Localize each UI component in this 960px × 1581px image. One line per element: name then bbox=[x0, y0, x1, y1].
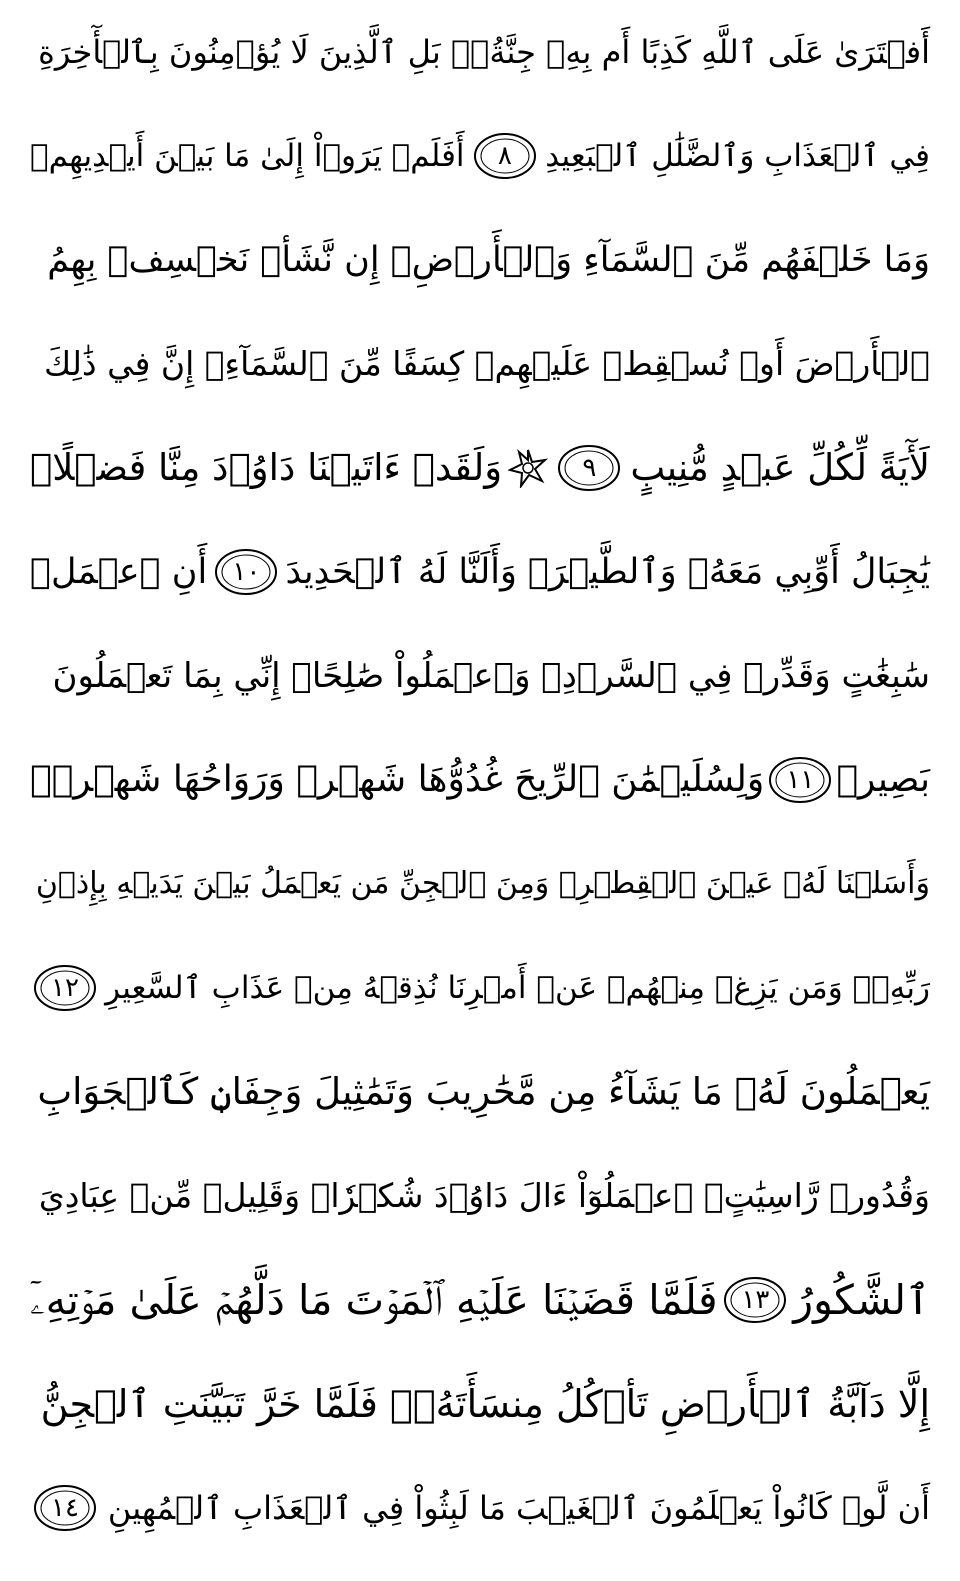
verse-number: ٨ bbox=[497, 141, 512, 171]
verse-text: يَعۡمَلُونَ لَهُۥ مَا يَشَآءُ مِن مَّحَٰرِيبَ وَتَمَٰثِيلَ وَجِفَانٖ كَٱلۡجَوَابِ bbox=[37, 1070, 930, 1113]
verse-number: ١٠ bbox=[232, 557, 261, 587]
verse-number-marker bbox=[470, 128, 540, 184]
verse-text: وَمَا خَلۡفَهُم مِّنَ ٱلسَّمَآءِ وَٱلۡأَرۡضِۚ إِن نَّشَأۡ نَخۡسِفۡ بِهِمُ bbox=[47, 240, 930, 280]
text-line bbox=[30, 1040, 930, 1144]
verse-text: وَلِسُلَيۡمَٰنَ ٱلرِّيحَ غُدُوُّهَا شَهۡرٞ وَرَوَاحُهَا شَهۡرٞۖ bbox=[30, 759, 765, 800]
verse-text: وَقُدُورٖ رَّاسِيَٰتٍۚ ٱعۡمَلُوٓاْ ءَالَ دَاوُۥدَ شُكۡرٗاۚ وَقَلِيلٞ مِّنۡ عِبَادِيَ bbox=[38, 1176, 930, 1215]
verse-text: فِي ٱلۡعَذَابِ وَٱلضَّلَٰلِ ٱلۡبَعِيدِ bbox=[545, 138, 930, 174]
verse-number-marker bbox=[211, 544, 281, 600]
verse-number-marker bbox=[765, 752, 835, 808]
verse-number: ١٤ bbox=[51, 1493, 79, 1523]
text-line bbox=[30, 0, 930, 104]
verse-text: أَن لَّوۡ كَانُواْ يَعۡلَمُونَ ٱلۡغَيۡبَ مَا لَبِثُواْ فِي ٱلۡعَذَابِ ٱلۡمُهِينِ bbox=[107, 1489, 930, 1527]
verse-number-marker bbox=[720, 1272, 790, 1328]
text-line bbox=[30, 728, 930, 832]
verse-number: ١٣ bbox=[741, 1285, 770, 1315]
verse-text: رَبِّهِۦۖ وَمَن يَزِغۡ مِنۡهُمۡ عَنۡ أَمۡرِنَا نُذِقۡهُ مِنۡ عَذَابِ ٱلسَّعِيرِ bbox=[105, 970, 930, 1006]
verse-number-marker bbox=[554, 440, 624, 496]
verse-text: سَٰبِغَٰتٍ وَقَدِّرۡ فِي ٱلسَّرۡدِۖ وَٱعۡمَلُواْ صَٰلِحًاۖ إِنِّي بِمَا تَعۡمَلُونَ bbox=[52, 656, 930, 696]
text-line bbox=[30, 1144, 930, 1248]
hizb-star-icon bbox=[508, 448, 548, 488]
text-line bbox=[30, 416, 930, 520]
text-line bbox=[30, 208, 930, 312]
verse-number: ١١ bbox=[786, 765, 815, 795]
text-line bbox=[30, 1248, 930, 1352]
verse-text: أَفۡتَرَىٰ عَلَى ٱللَّهِ كَذِبًا أَم بِهِۦ جِنَّةُۢۗ بَلِ ٱلَّذِينَ لَا يُؤۡمِنُونَ بِٱلۡأٓخِرَةِ bbox=[38, 33, 930, 71]
verse-text: لَأٓيَةً لِّكُلِّ عَبۡدٍ مُّنِيبٍ bbox=[630, 446, 930, 489]
text-line bbox=[30, 936, 930, 1040]
verse-text: ٱلۡأَرۡضَ أَوۡ نُسۡقِطۡ عَلَيۡهِمۡ كِسَفًا مِّنَ ٱلسَّمَآءِۚ إِنَّ فِي ذَٰلِكَ bbox=[44, 344, 930, 383]
text-line bbox=[30, 312, 930, 416]
verse-text: بَصِيرٞ bbox=[836, 759, 930, 800]
text-line bbox=[30, 104, 930, 208]
verse-text: يَٰجِبَالُ أَوِّبِي مَعَهُۥ وَٱلطَّيۡرَۖ وَأَلَنَّا لَهُ ٱلۡحَدِيدَ bbox=[285, 552, 930, 592]
verse-number: ١٢ bbox=[51, 973, 79, 1003]
verse-text: فَلَمَّا قَضَيۡنَا عَلَيۡهِ ٱلۡمَوۡتَ مَا دَلَّهُمۡ عَلَىٰ مَوۡتِهِۦٓ bbox=[30, 1276, 718, 1324]
verse-number-marker bbox=[30, 960, 100, 1016]
verse-text: أَفَلَمۡ يَرَوۡاْ إِلَىٰ مَا بَيۡنَ أَيۡدِيهِمۡ bbox=[30, 138, 465, 174]
text-line bbox=[30, 1352, 930, 1456]
verse-text: وَلَقَدۡ ءَاتَيۡنَا دَاوُۥدَ مِنَّا فَضۡلًاۖ bbox=[30, 446, 503, 489]
verse-text: وَأَسَلۡنَا لَهُۥ عَيۡنَ ٱلۡقِطۡرِۖ وَمِنَ ٱلۡجِنِّ مَن يَعۡمَلُ بَيۡنَ يَدَيۡهِ بِإِذۡنِ bbox=[35, 866, 930, 901]
text-line bbox=[30, 1456, 930, 1560]
text-line bbox=[30, 832, 930, 936]
verse-text: ٱلشَّكُورُ bbox=[793, 1276, 930, 1324]
text-line bbox=[30, 520, 930, 624]
verse-text: إِلَّا دَآبَّةُ ٱلۡأَرۡضِ تَأۡكُلُ مِنسَأَتَهُۥۖ فَلَمَّا خَرَّ تَبَيَّنَتِ ٱلۡجِنُّ bbox=[40, 1382, 930, 1426]
text-line bbox=[30, 624, 930, 728]
verse-text: أَنِ ٱعۡمَلۡ bbox=[30, 552, 208, 592]
verse-number: ٩ bbox=[582, 453, 597, 483]
verse-number-marker bbox=[30, 1480, 100, 1536]
